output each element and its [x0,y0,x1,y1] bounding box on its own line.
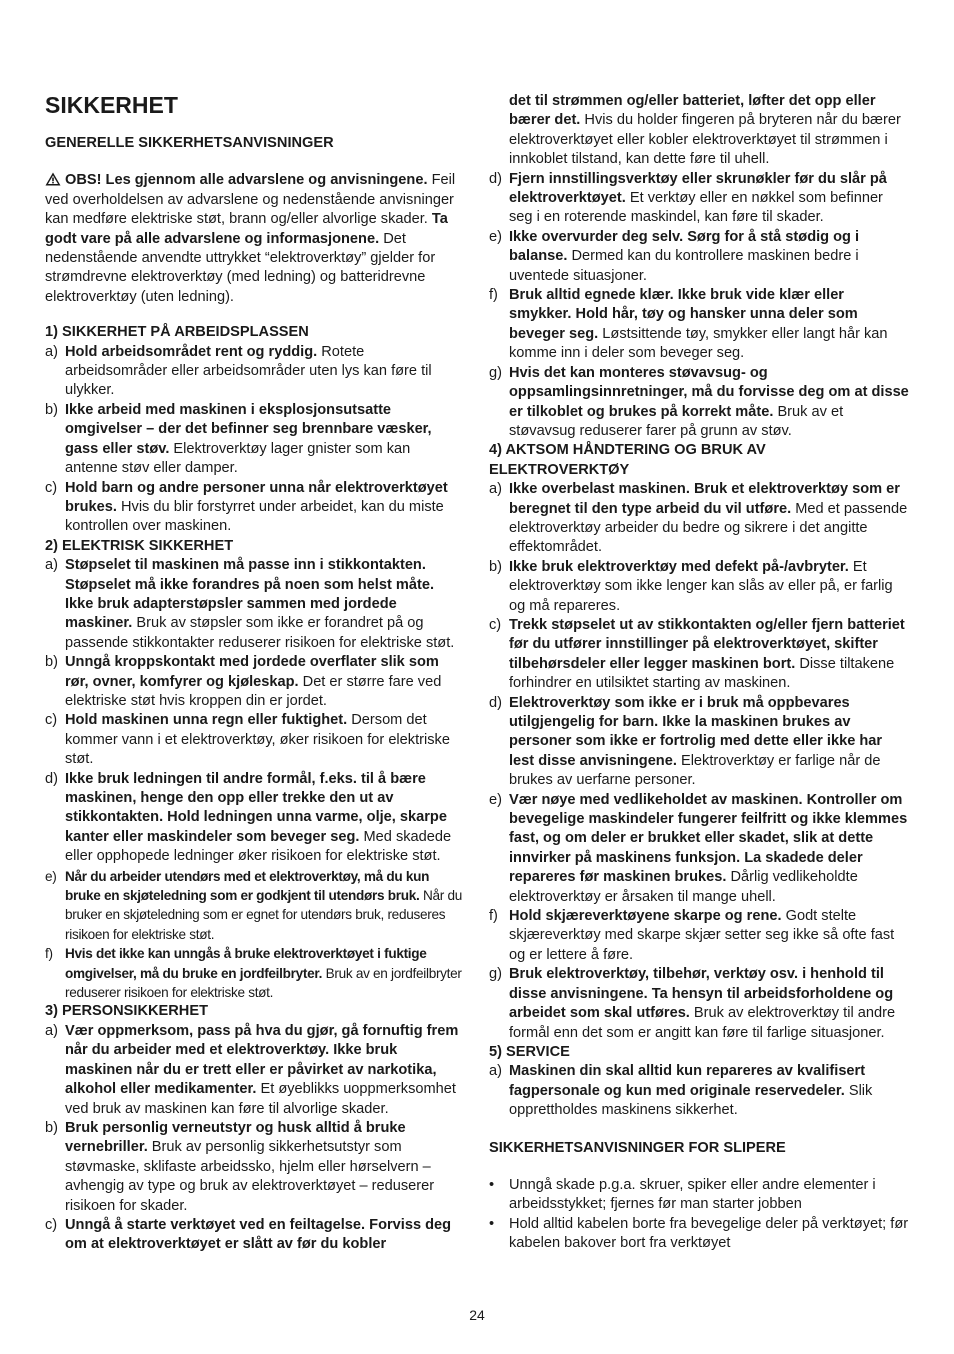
item-bold-text: Hvis det ikke kan unngås å bruke elektroverktøyet i fuktige omgivelser, må du bruke en jordfeilbryter. [65,946,427,981]
item-label: a) [45,1022,58,1039]
section-4-list [489,480,909,1043]
item-text [509,907,909,965]
item-label: • [489,1176,495,1193]
item-bold-text: Bruk alltid egnede klær. Ikke bruk vide klær eller smykker. Hold hår, tøy og hansker unna deler som beveger seg. [509,287,858,342]
item-text [65,1119,465,1216]
item-body-text: Med skadede eller opphopede ledninger øker risikoen for elektriske støt. [65,828,452,865]
item-label: d) [45,770,58,787]
item-body-text: Et elektroverktøy som ikke lenger kan slås av eller på, er farlig og må repareres. [509,558,893,614]
item-text [509,1176,909,1215]
section-5-list [489,1062,909,1120]
item-body-text: Bruk av elektroverktøy til andre formål enn det som er angitt kan føre til farlige situasjoner. [509,1005,896,1041]
item-text [509,616,909,694]
item-body-text: Når du bruker en skjøteledning som er egnet for utendørs bruk, reduseres risikoen for elektriske støt. [65,888,463,942]
warning-bold-2: Ta godt vare på alle advarslene og informasjonene. [45,211,448,247]
section-5-heading: 5) SERVICE [489,1043,570,1060]
item-label: a) [489,1063,502,1080]
item-label: e) [489,791,502,808]
item-body-text: Rotete arbeidsområder eller arbeidsområder uten lys kan føre til ulykker. [65,343,432,399]
list-item [45,711,465,769]
list-item [489,1215,909,1254]
left-column [45,92,465,1255]
item-label: a) [45,557,58,574]
list-item [45,867,465,945]
item-bold-text: Ikke bruk ledningen til andre formål, f.eks. til å bære maskinen, henge den opp eller trekke den ut av stikkontakten. Hold ledningen unna varme, olje, skarpe kanter eller maskindeler som beveger seg. [65,770,447,845]
item-label [489,92,509,170]
item-label: b) [45,654,58,671]
item-text [509,170,909,228]
section-1-heading: 1) SIKKERHET PÅ ARBEIDSPLASSEN [45,324,309,341]
item-body-text: Elektroverktøy lager gnister som kan antenne støv eller damper. [65,440,411,477]
item-text [65,479,465,537]
general-heading: GENERELLE SIKKERHETSANVISNINGER [45,135,334,151]
list-item [45,401,465,479]
item-text [509,1062,909,1120]
warning-paragraph [45,171,465,307]
item-text [65,343,465,401]
item-label: a) [489,481,502,498]
item-body-text: Hvis du holder fingeren på bryteren når du bærer elektroverktøyet eller kobler elektroverktøyet til strømmen i innkoblet tilstand, kan dette føre til uhell. [509,112,901,168]
list-item [489,364,909,442]
list-item [45,944,465,1002]
list-item [489,558,909,616]
section-4-heading: 4) AKTSOM HÅNDTERING OG BRUK AV ELEKTROVERKTØY [489,442,766,478]
item-bold-text: Elektroverktøy som ikke er i bruk må oppbevares utilgjengelig for barn. Ikke la maskinen brukes av personer som ikke er fortrolig med dette eller ikke har lest disse anvisningene. [509,694,883,769]
list-item [489,694,909,791]
item-text [509,558,909,616]
item-label: c) [45,1216,58,1233]
list-item [489,791,909,907]
list-item [45,1119,465,1216]
item-bold-text: Støpselet til maskinen må passe inn i stikkontakten. Støpselet må ikke forandres på noen som helst måte. Ikke bruk adapterstøpsler sammen med jordede maskiner. [65,557,435,632]
item-bold-text: Unngå kroppskontakt med jordede overflater slik som rør, ovner, komfyrer og kjøleskap. [65,654,439,690]
item-bold-text: Maskinen din skal alltid kun repareres av kvalifisert fagpersonale og kun med originale reservedeler. [509,1063,866,1099]
item-label: d) [489,694,502,711]
item-label: f) [489,908,498,925]
list-item [489,228,909,286]
item-bold-text: det til strømmen og/eller batteriet, løfter det opp eller bærer det. [509,93,876,129]
item-text [65,653,465,711]
item-bold-text: Ikke arbeid med maskinen i eksplosjonsutsatte omgivelser – der det befinner seg brennbare væsker, gass eller støv. [65,401,432,457]
item-body-text: Bruk av et støvavsug reduserer farer på grunn av støv. [509,403,844,439]
item-text [65,944,465,1002]
section-2-heading: 2) ELEKTRISK SIKKERHET [45,537,234,554]
item-label: e) [489,228,502,245]
warning-text-2: Det nedenstående anvendte uttrykket “elektroverktøy” gjelder for strømdrevne elektroverktøy (med ledning) og batteridrevne elektroverktøy (uten ledning). [45,230,436,305]
item-body-text: Elektroverktøy er farlige når de brukes av uerfarne personer. [509,752,881,789]
item-body-text: Bruk av personlig sikkerhetsutstyr som støvmaske, sklifaste arbeidssko, hjelm eller hørselvern – avhengig av type og bruk av elektroverktøyet – reduserer risikoen for skader. [65,1139,435,1214]
list-item [489,92,909,170]
item-text [509,965,909,1043]
list-item [489,1062,909,1120]
list-item [489,907,909,965]
item-body-text: Slik opprettholdes maskinens sikkerhet. [509,1082,873,1119]
list-item [45,770,465,867]
list-item [45,479,465,537]
item-bold-text: Hold skjæreverktøyene skarpe og rene. [509,908,782,925]
list-item [489,170,909,228]
item-body-text: Med et passende elektroverktøy arbeider du bedre og sikrere i det angitte effektområdet. [509,500,908,556]
list-item [45,343,465,401]
list-item [45,653,465,711]
item-text [65,770,465,867]
item-label: b) [489,558,502,575]
item-text [65,556,465,653]
grinders-bullets [489,1176,909,1254]
item-text [65,711,465,769]
item-bold-text: Bruk personlig verneutstyr og husk alltid å bruke vernebriller. [65,1119,406,1156]
item-label: e) [45,868,57,884]
warning-triangle-icon [45,172,61,186]
list-item [45,1022,465,1119]
item-body-text: Det er større fare ved elektriske støt hvis kroppen din er jordet. [65,673,442,709]
section-3-list-part-2 [489,92,909,441]
item-bold-text: Ikke overvurder deg selv. Sørg for å stå stødig og i balanse. [509,228,860,265]
item-body-text: Dersom det kommer vann i et elektroverktøy, øker risikoen for elektriske støt. [65,712,450,768]
item-label: f) [45,946,53,962]
item-label: g) [489,966,502,983]
section-3-heading: 3) PERSONSIKKERHET [45,1003,208,1020]
item-bold-text: Når du arbeider utendørs med et elektroverktøy, må du kun bruke en skjøteledning som er godkjent til utendørs bruk. [65,868,430,904]
item-text [509,92,909,170]
item-label: c) [45,712,58,729]
item-body-text: Godt stelte skjæreverktøy med skarpe skjær setter seg ikke så ofte fast og er lettere å føre. [509,908,895,963]
item-bold-text: Unngå å starte verktøyet ved en feiltagelse. Forviss deg om at elektroverktøyet er slått av før du kobler [65,1216,452,1253]
item-text [509,1215,909,1254]
item-text [65,1022,465,1119]
item-body-text: Dårlig vedlikeholdte elektroverktøy er årsaken til mange uhell. [509,869,858,905]
item-label: b) [45,1119,58,1136]
item-label: c) [489,616,502,633]
item-bold-text: Ikke overbelast maskinen. Bruk et elektroverktøy som er beregnet til den type arbeid du vil utføre. [509,481,900,517]
item-label: g) [489,364,502,381]
item-text [509,286,909,364]
item-text [509,694,909,791]
item-text [509,228,909,286]
item-label: d) [489,170,502,187]
list-item [489,480,909,558]
item-bold-text: Vær nøye med vedlikeholdet av maskinen. Kontroller om bevegelige maskindeler fungerer feilfritt og ikke klemmes fast, og om deler er brukket eller skadet, slik at dette innvirker på maskinens funksjon. La skadede deler repareres før maskinen brukes. [509,791,908,886]
item-body-text: Bruk av støpsler som ikke er forandret på og passende stikkontakter reduserer risikoen for elektriske støt. [65,615,455,651]
item-bold-text: Trekk støpselet ut av stikkontakten og/eller fjern batteriet før du utfører innstillinger på elektroverktøyet, skifter tilbehørsdeler eller legger maskinen bort. [509,616,905,672]
item-body-text: Bruk av en jordfeilbryter reduserer risikoen for elektriske støt. [65,965,462,1001]
item-body-text: Et øyeblikks uoppmerksomhet ved bruk av maskinen kan føre til alvorlige skader. [65,1081,456,1117]
item-body-text: Hvis du blir forstyrret under arbeidet, kan du miste kontrollen over maskinen. [65,498,444,535]
item-text [65,1216,465,1255]
list-item [489,286,909,364]
item-bold-text: Hold barn og andre personer unna når elektroverktøyet brukes. [65,479,448,515]
warning-bold-1: OBS! Les gjennom alle advarslene og anvisningene. [65,172,428,189]
section-3-list-part-1 [45,1022,465,1255]
item-label: c) [45,479,58,496]
item-text [65,401,465,479]
item-body-text: Dermed kan du kontrollere maskinen bedre i uventede situasjoner. [509,248,859,284]
item-bold-text: Fjern innstillingsverktøy eller skrunøkler før du slår på elektroverktøyet. [509,170,887,207]
item-bold-text: Vær oppmerksom, pass på hva du gjør, gå fornuftig frem når du arbeider med et elektroverktøy. Ikke bruk maskinen når du er trett eller er påvirket av narkotika, alkohol eller medikamenter. [65,1022,459,1098]
item-bold-text: Bruk elektroverktøy, tilbehør, verktøy osv. i henhold til disse anvisningene. Ta hensyn til arbeidsforholdene og arbeidet som skal utføres. [509,966,894,1022]
grinders-heading: SIKKERHETSANVISNINGER FOR SLIPERE [489,1139,786,1156]
warning-text-1: Feil ved overholdelsen av advarslene og nedenstående anvisninger kan medføre elektriske støt, brann og/eller alvorlige skader. [45,172,456,228]
item-label: a) [45,343,58,360]
item-bold-text: Hold maskinen unna regn eller fuktighet. [65,712,348,729]
item-text [65,867,465,945]
item-body-text: Et verktøy eller en nøkkel som befinner seg i en roterende maskindel, kan føre til skader. [509,190,883,226]
item-body-text: Disse tiltakene forhindrer en utilsiktet starting av maskinen. [509,655,895,692]
page-number: 24 [469,1307,485,1323]
item-bold-text: Hvis det kan monteres støvavsug- og oppsamlingsinnretninger, må du forvisse deg om at disse er tilkoblet og brukes på korrekt måte. [509,364,909,420]
list-item [489,1176,909,1215]
item-body-text: Løstsittende tøy, smykker eller langt hår kan komme inn i deler som beveger seg. [509,325,888,362]
item-bold-text: Hold arbeidsområdet rent og ryddig. [65,343,318,360]
item-text [509,364,909,442]
item-body-text: Hold alltid kabelen borte fra bevegelige deler på verktøyet; før kabelen bakover bort fra verktøyet [509,1215,909,1252]
item-text [509,791,909,907]
list-item [45,1216,465,1255]
page-title: SIKKERHET [45,92,178,118]
section-2-list [45,556,465,1002]
list-item [45,556,465,653]
item-label: f) [489,287,498,304]
item-label: • [489,1215,495,1232]
right-column [489,92,909,1254]
item-body-text: Unngå skade p.g.a. skruer, spiker eller andre elementer i arbeidsstykket; fjernes før man starter jobben [509,1176,876,1213]
item-text [509,480,909,558]
list-item [489,616,909,694]
item-bold-text: Ikke bruk elektroverktøy med defekt på-/avbryter. [509,558,849,575]
section-1-list [45,343,465,537]
item-label: b) [45,401,58,418]
list-item [489,965,909,1043]
